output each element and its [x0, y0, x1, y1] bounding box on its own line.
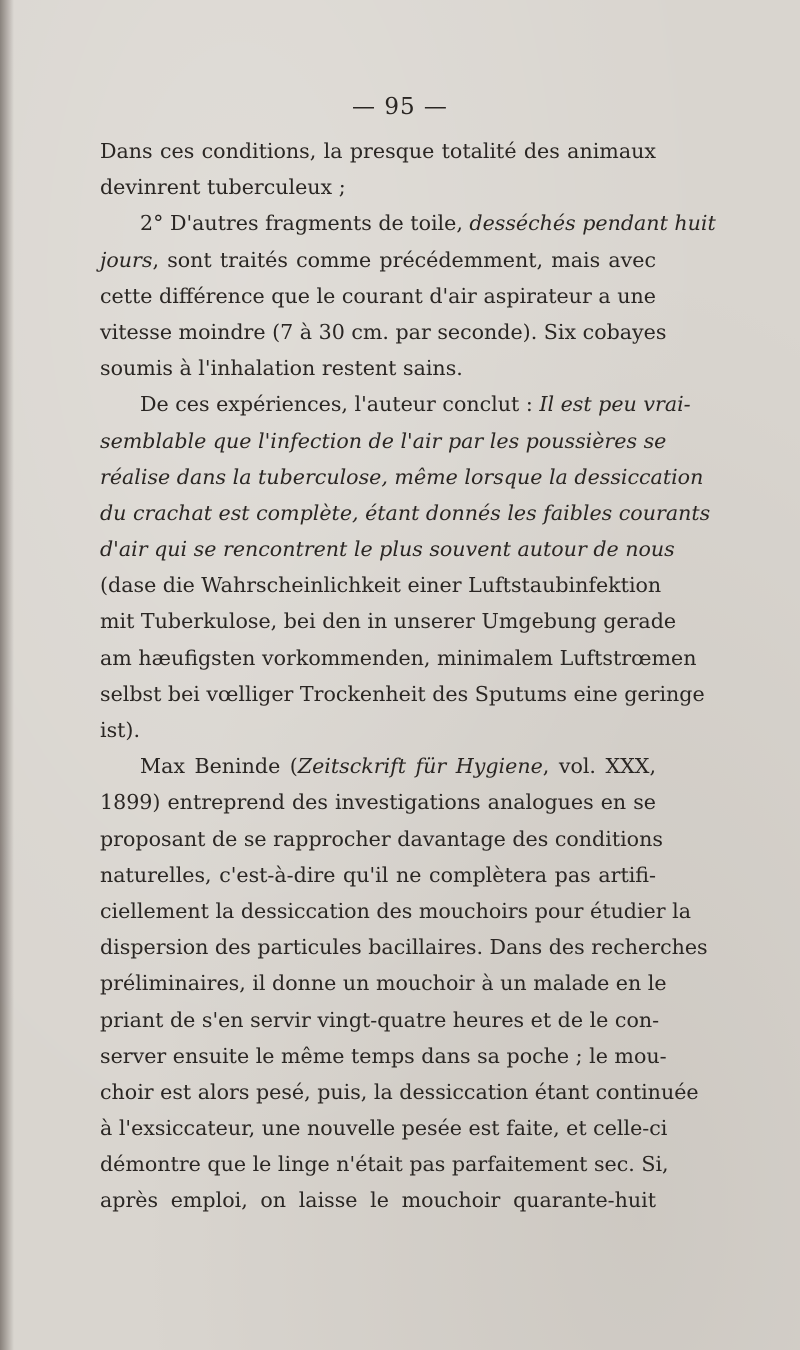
text-line: [100, 965, 667, 1001]
page-number: — 95 —: [352, 94, 448, 120]
page-edge-shadow: [0, 0, 14, 1350]
text-segment: vitesse moindre (7 à 30 cm. par seconde). Six cobayes: [100, 319, 667, 344]
text-line: [100, 1038, 667, 1074]
text-segment: naturelles, c'est-à-dire qu'il ne complètera pas artifi-: [100, 862, 656, 887]
text-line: [100, 1146, 669, 1182]
text-line: [100, 386, 691, 422]
text-line: [100, 278, 656, 314]
text-line: [100, 676, 705, 712]
text-segment: dispersion des particules bacillaires. Dans des recherches: [100, 935, 708, 960]
text-line: [100, 712, 656, 748]
italic-text: desséchés pendant huit: [469, 211, 716, 236]
text-line: [100, 857, 656, 893]
italic-text: d'air qui se rencontrent le plus souvent autour de nous: [100, 537, 675, 562]
text-line: [100, 603, 677, 639]
text-line: [100, 133, 656, 169]
italic-text: jours: [100, 247, 153, 272]
text-segment: préliminaires, il donne un mouchoir à un malade en le: [100, 971, 667, 996]
text-line: [100, 314, 667, 350]
text-line: [100, 242, 656, 278]
text-line: [100, 567, 662, 603]
text-segment: choir est alors pesé, puis, la dessiccation étant continuée: [100, 1079, 699, 1104]
text-line: [100, 169, 656, 205]
text-segment: Max Beninde (: [140, 754, 298, 779]
text-segment: après emploi, on laisse le mouchoir quarante-huit: [100, 1188, 656, 1213]
text-segment: , vol. XXX,: [542, 754, 656, 779]
text-line: [100, 893, 691, 929]
text-segment: (dase die Wahrscheinlichkeit einer Luftstaubinfektion: [100, 573, 662, 598]
text-line: [100, 1002, 660, 1038]
text-segment: cette différence que le courant d'air aspirateur a une: [100, 283, 656, 308]
text-line: [100, 748, 656, 784]
text-line: [100, 423, 667, 459]
text-line: [100, 821, 663, 857]
text-segment: De ces expériences, l'auteur conclut :: [140, 392, 540, 417]
text-segment: ciellement la dessiccation des mouchoirs pour étudier la: [100, 898, 691, 923]
text-segment: démontre que le linge n'était pas parfaitement sec. Si,: [100, 1152, 669, 1177]
text-segment: 1899) entreprend des investigations analogues en se: [100, 790, 656, 815]
text-line: [100, 929, 708, 965]
text-segment: mit Tuberkulose, bei den in unserer Umgebung gerade: [100, 609, 677, 634]
text-segment: devinrent tuberculeux ;: [100, 175, 346, 200]
text-segment: à l'exsiccateur, une nouvelle pesée est faite, et celle-ci: [100, 1116, 668, 1141]
body-text: [100, 133, 716, 1219]
text-line: [100, 350, 656, 386]
italic-text: Zeitsckrift für Hygiene: [297, 754, 543, 779]
italic-text: réalise dans la tuberculose, même lorsque la dessiccation: [100, 464, 704, 489]
italic-text: semblable que l'infection de l'air par les poussières se: [100, 428, 667, 453]
italic-text: du crachat est complète, étant donnés les faibles courants: [100, 500, 711, 525]
text-segment: selbst bei vœlliger Trockenheit des Sputums eine geringe: [100, 681, 705, 706]
text-segment: Dans ces conditions, la presque totalité des animaux: [100, 139, 656, 163]
text-line: [100, 495, 711, 531]
text-segment: am hæufigsten vorkommenden, minimalem Luftstrœmen: [100, 645, 697, 670]
text-segment: , sont traités comme précédemment, mais avec: [152, 247, 656, 272]
text-line: [100, 1074, 699, 1110]
text-line: [100, 459, 704, 495]
text-line: [100, 1110, 668, 1146]
text-segment: soumis à l'inhalation restent sains.: [100, 356, 463, 381]
text-line: [100, 205, 716, 241]
text-line: [100, 640, 697, 676]
text-segment: proposant de se rapprocher davantage des conditions: [100, 826, 663, 851]
text-line: [100, 784, 656, 820]
italic-text: Il est peu vrai-: [539, 392, 691, 417]
text-line: [100, 531, 675, 567]
text-segment: 2° D'autres fragments de toile,: [140, 211, 470, 236]
text-segment: ist).: [100, 718, 141, 742]
text-line: [100, 1182, 656, 1218]
text-segment: server ensuite le même temps dans sa poche ; le mou-: [100, 1043, 667, 1068]
text-segment: priant de s'en servir vingt-quatre heures et de le con-: [100, 1007, 660, 1032]
